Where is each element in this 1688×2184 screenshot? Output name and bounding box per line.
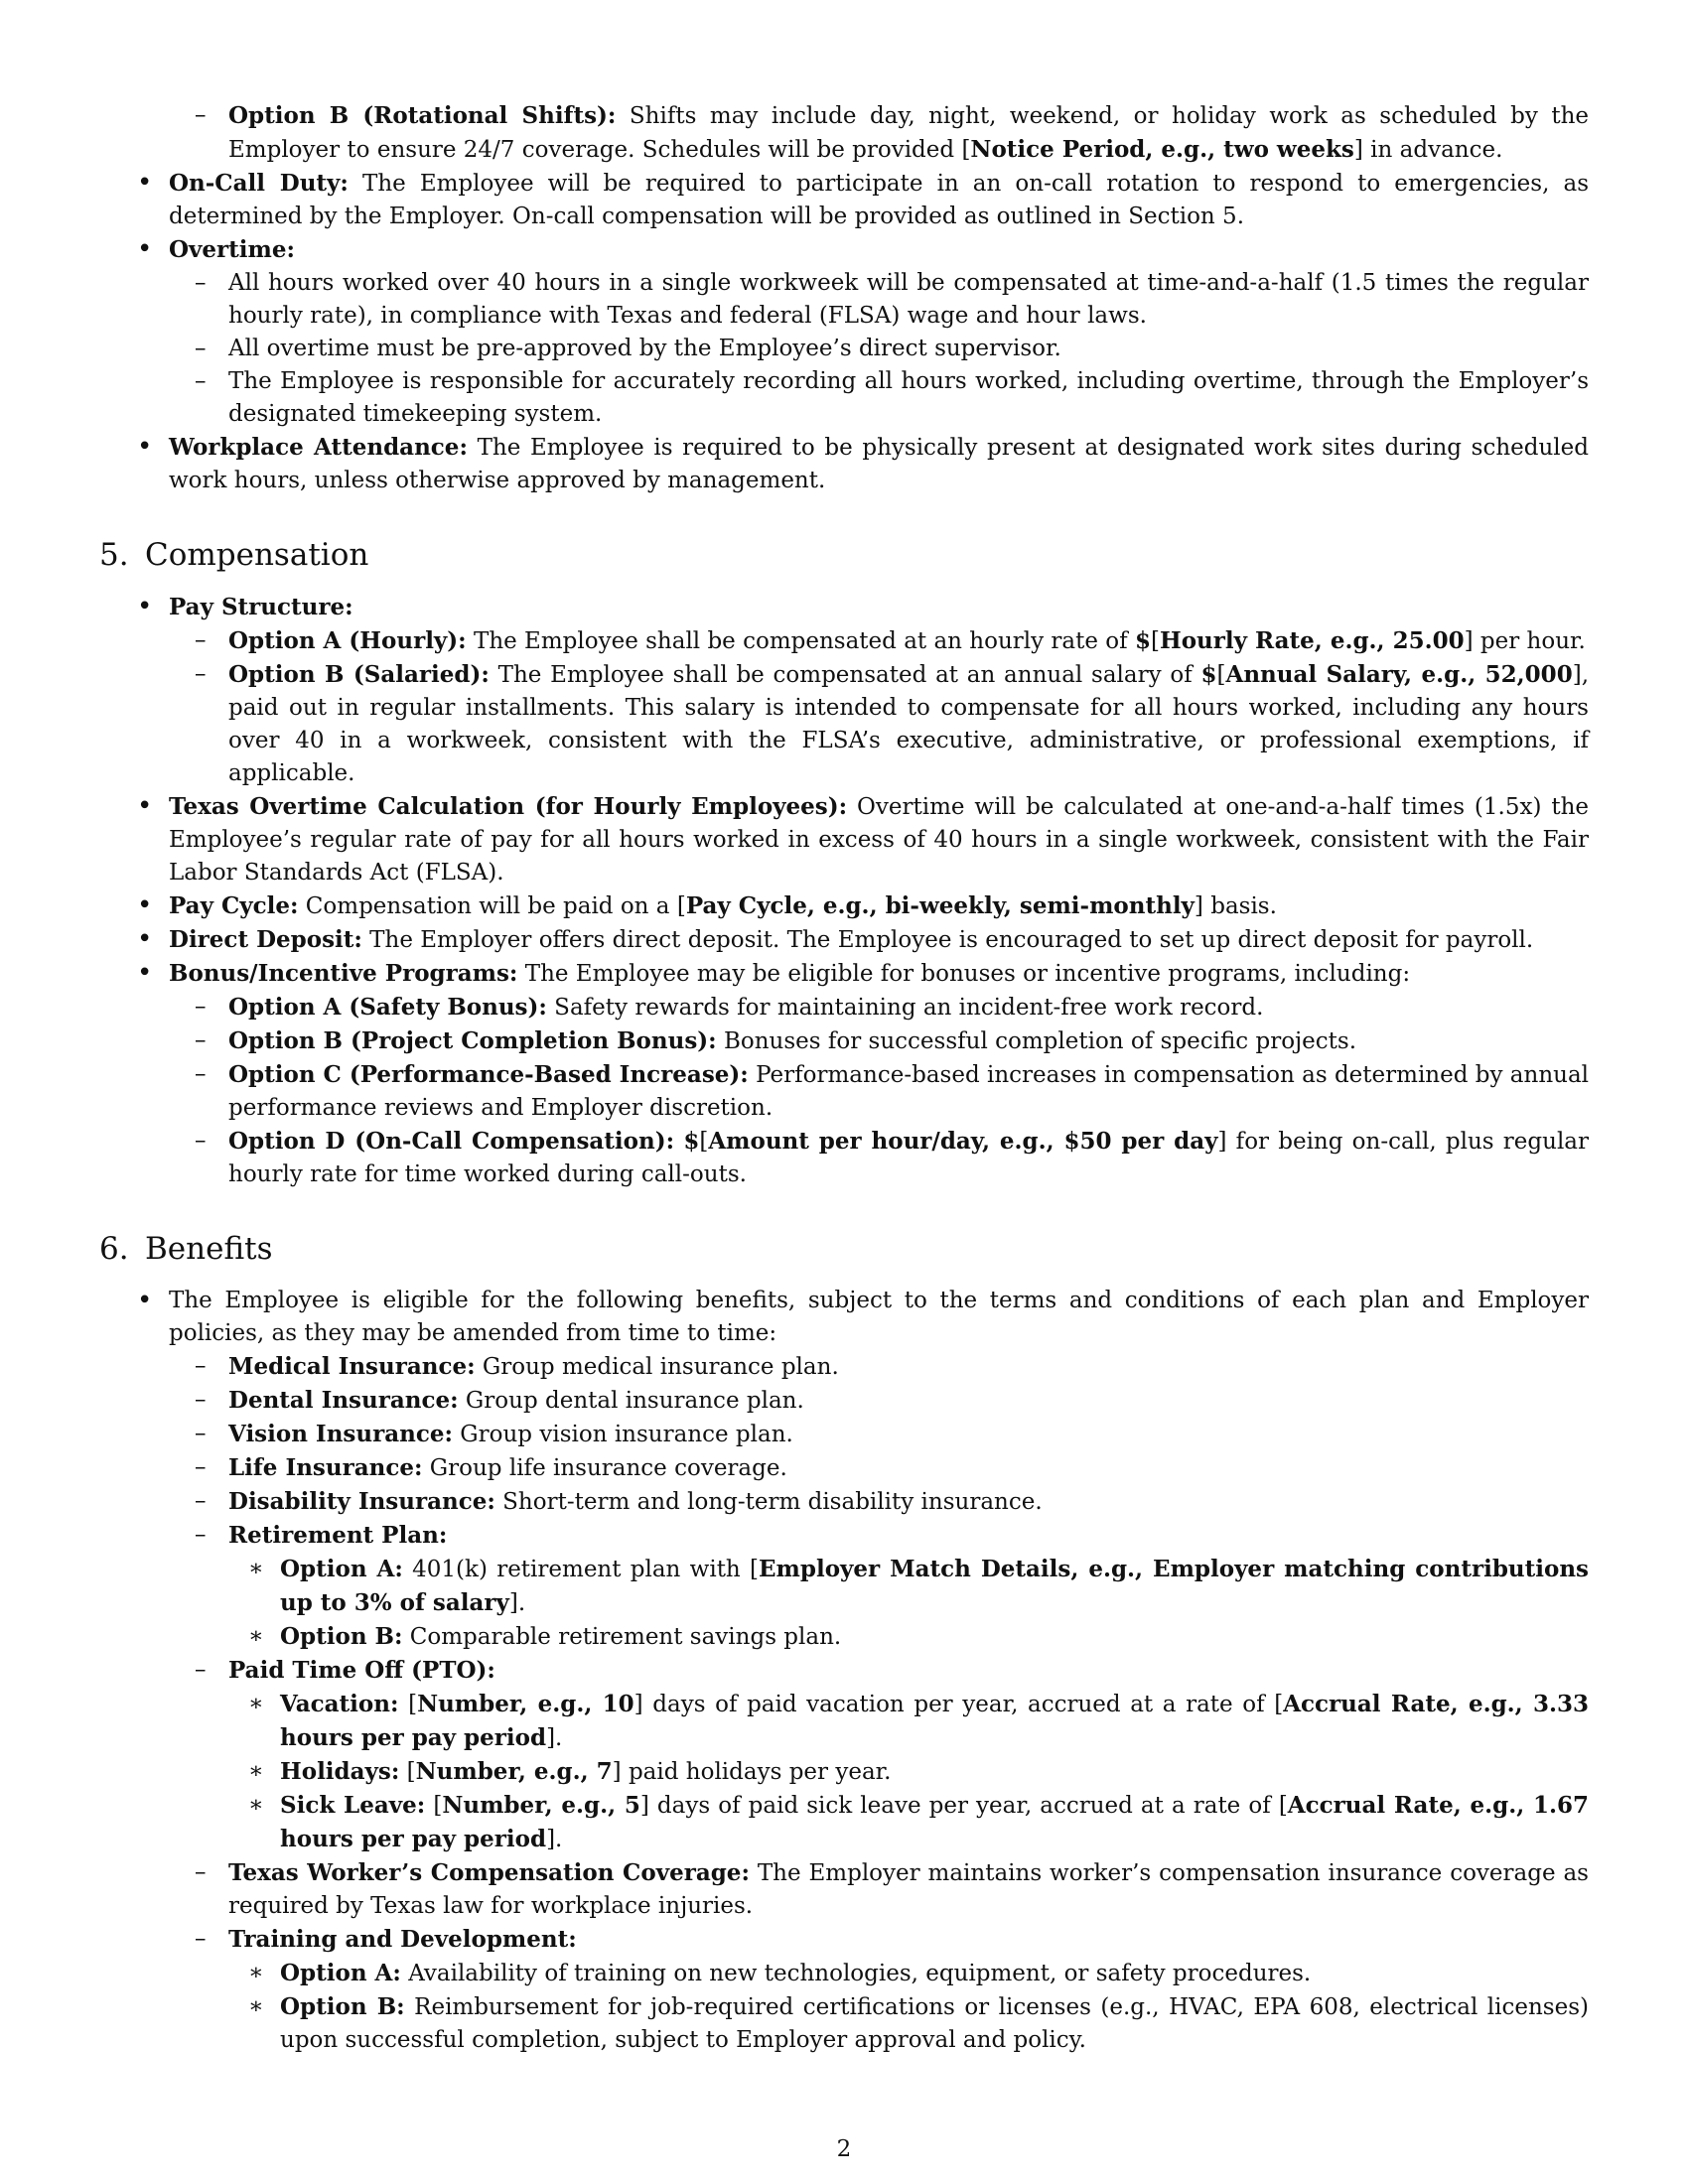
star-marker: ∗: [248, 1993, 264, 2019]
dash-marker: –: [195, 627, 207, 653]
dash-marker: –: [195, 368, 207, 394]
dash-marker: –: [195, 1657, 207, 1683]
benefit-item: – Life Insurance: Group life insurance coverage.: [99, 1451, 1589, 1485]
overtime-subitem: – The Employee is responsible for accurately recording all hours worked, including overtime, through the Employer’s designated timekeeping system.: [99, 365, 1589, 431]
salaried-option: – Option B (Salaried): The Employee shall be compensated at an annual salary of $[Annual Salary, e.g., 52,000], paid out in regular installments. This salary is intended to compensate for all hours worked, including any hours over 40 in a workweek, consistent with the FLSA’s executive, administrative, or professional exemptions, if applicable.: [99, 658, 1589, 790]
bullet-marker: •: [137, 234, 153, 264]
benefit-item: – Disability Insurance: Short-term and long-term disability insurance.: [99, 1485, 1589, 1519]
dash-marker: –: [195, 1027, 207, 1053]
hourly-option: – Option A (Hourly): The Employee shall be compensated at an hourly rate of $[Hourly Rate, e.g., 25.00] per hour.: [99, 624, 1589, 658]
pay-structure-item: • Pay Structure:: [137, 592, 353, 621]
overtime-item: • Overtime:: [137, 234, 295, 264]
dash-marker: –: [195, 1353, 207, 1379]
benefit-item: – Dental Insurance: Group dental insurance plan.: [99, 1384, 1589, 1418]
page-content: [99, 99, 1589, 2057]
benefit-item: – Training and Development:: [99, 1923, 1589, 1957]
retirement-option: ∗ Option B: Comparable retirement savings plan.: [99, 1620, 1589, 1654]
dash-marker: –: [195, 1926, 207, 1952]
pto-item: ∗ Sick Leave: [Number, e.g., 5] days of paid sick leave per year, accrued at a rate of [Accrual Rate, e.g., 1.67 hours per pay period].: [99, 1789, 1589, 1856]
bonus-option: – Option B (Project Completion Bonus): Bonuses for successful completion of specific projects.: [99, 1024, 1589, 1058]
dash-marker: –: [195, 270, 207, 296]
section-heading-compensation: 5. Compensation: [99, 537, 369, 573]
bullet-marker: •: [137, 432, 153, 462]
bullet-marker: •: [137, 168, 153, 198]
benefit-item: – Medical Insurance: Group medical insurance plan.: [99, 1350, 1589, 1384]
star-marker: ∗: [248, 1758, 264, 1784]
bonus-option: – Option D (On-Call Compensation): $[Amount per hour/day, e.g., $50 per day] for being on-call, plus regular hourly rate for time worked during call-outs.: [99, 1125, 1589, 1191]
dash-marker: –: [195, 1522, 207, 1548]
bonus-option: – Option A (Safety Bonus): Safety rewards for maintaining an incident-free work record.: [99, 991, 1589, 1024]
bullet-marker: •: [137, 791, 153, 821]
bullet-marker: •: [137, 890, 153, 920]
pto-item: ∗ Vacation: [Number, e.g., 10] days of paid vacation per year, accrued at a rate of [Accrual Rate, e.g., 3.33 hours per pay period].: [99, 1688, 1589, 1755]
training-option: ∗ Option A: Availability of training on new technologies, equipment, or safety procedures.: [99, 1957, 1589, 1990]
dash-marker: –: [195, 1488, 207, 1514]
rotational-shifts-option: – Option B (Rotational Shifts): Shifts may include day, night, weekend, or holiday work as scheduled by the Employer to ensure 24/7 coverage. Schedules will be provided [Notice Period, e.g., two weeks] in advance.: [99, 99, 1589, 167]
dash-marker: –: [195, 102, 207, 128]
bullet-marker: •: [137, 924, 153, 954]
training-option: ∗ Option B: Reimbursement for job-required certifications or licenses (e.g., HVAC, EPA 608, electrical licenses) upon successful completion, subject to Employer approval and policy.: [99, 1990, 1589, 2057]
section-heading-benefits: 6. Benefits: [99, 1231, 273, 1267]
star-marker: ∗: [248, 1960, 264, 1985]
star-marker: ∗: [248, 1556, 264, 1581]
bonus-programs-item: • Bonus/Incentive Programs: The Employee may be eligible for bonuses or incentive programs, including:: [137, 958, 1411, 988]
benefit-item: – Vision Insurance: Group vision insurance plan.: [99, 1418, 1589, 1451]
dash-marker: –: [195, 1128, 207, 1154]
direct-deposit-item: • Direct Deposit: The Employer offers direct deposit. The Employee is encouraged to set up direct deposit for payroll.: [137, 924, 1534, 954]
dash-marker: –: [195, 994, 207, 1020]
dash-marker: –: [195, 1387, 207, 1413]
dash-marker: –: [195, 1859, 207, 1885]
bullet-marker: •: [137, 592, 153, 621]
benefit-item: – Texas Worker’s Compensation Coverage: The Employer maintains worker’s compensation insurance coverage as required by Texas law for workplace injuries.: [99, 1856, 1589, 1923]
dash-marker: –: [195, 1454, 207, 1480]
pay-cycle-item: • Pay Cycle: Compensation will be paid on a [Pay Cycle, e.g., bi-weekly, semi-monthly] basis.: [137, 890, 1277, 920]
workplace-attendance-item: • Workplace Attendance: The Employee is required to be physically present at designated work sites during scheduled work hours, unless otherwise approved by management.: [137, 432, 1589, 493]
dash-marker: –: [195, 661, 207, 687]
on-call-duty-item: • On-Call Duty: The Employee will be required to participate in an on-call rotation to respond to emergencies, as determined by the Employer. On-call compensation will be provided as outlined in Section 5.: [137, 168, 1589, 229]
pto-item: ∗ Holidays: [Number, e.g., 7] paid holidays per year.: [99, 1755, 1589, 1789]
bonus-option: – Option C (Performance-Based Increase): Performance-based increases in compensation as determined by annual performance reviews and Employer discretion.: [99, 1058, 1589, 1125]
retirement-option: ∗ Option A: 401(k) retirement plan with [Employer Match Details, e.g., Employer matching contributions up to 3% of salary].: [99, 1553, 1589, 1620]
benefit-item: – Paid Time Off (PTO):: [99, 1654, 1589, 1688]
overtime-subitem: – All overtime must be pre-approved by the Employee’s direct supervisor.: [99, 333, 1589, 365]
star-marker: ∗: [248, 1623, 264, 1649]
bullet-marker: •: [137, 1286, 153, 1315]
bullet-marker: •: [137, 958, 153, 988]
benefits-intro-item: • The Employee is eligible for the following benefits, subject to the terms and conditions of each plan and Employer policies, as they may be amended from time to time:: [137, 1286, 1589, 1346]
dash-marker: –: [195, 1421, 207, 1446]
star-marker: ∗: [248, 1792, 264, 1818]
dash-marker: –: [195, 1061, 207, 1087]
page-number: 2: [836, 2136, 852, 2162]
dash-marker: –: [195, 336, 207, 361]
overtime-subitem: – All hours worked over 40 hours in a single workweek will be compensated at time-and-a-half (1.5 times the regular hourly rate), in compliance with Texas and federal (FLSA) wage and hour laws.: [99, 267, 1589, 333]
texas-overtime-item: • Texas Overtime Calculation (for Hourly Employees): Overtime will be calculated at one-and-a-half times (1.5x) the Employee’s regular rate of pay for all hours worked in excess of 40 hours in a single workweek, consistent with the Fair Labor Standards Act (FLSA).: [137, 791, 1589, 886]
star-marker: ∗: [248, 1691, 264, 1716]
benefit-item: – Retirement Plan:: [99, 1519, 1589, 1553]
